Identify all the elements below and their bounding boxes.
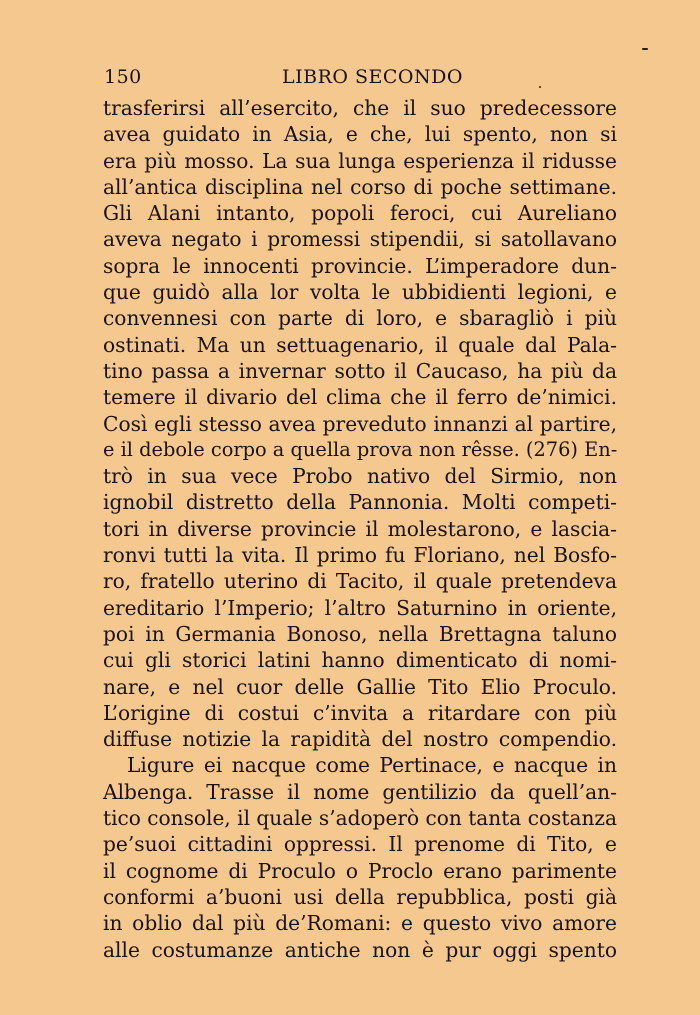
text-line: diffuse notizie la rapidità del nostro compendio.: [103, 727, 617, 752]
text-line: nare, e nel cuor delle Gallie Tito Elio Proculo.: [103, 674, 617, 699]
text-line: avea guidato in Asia, e che, lui spento, non si: [103, 122, 617, 147]
text-line: era più mosso. La sua lunga esperienza il ridusse: [103, 148, 617, 173]
text-line: ronvi tutti la vita. Il primo fu Floriano, nel Bosfo-: [103, 543, 617, 568]
text-line: temere il divario del clima che il ferro de’nimici.: [103, 385, 617, 410]
text-line: tino passa a invernar sotto il Caucaso, ha più da: [103, 358, 617, 383]
body-text: [103, 95, 617, 963]
text-line: Gli Alani intanto, popoli feroci, cui Aureliano: [103, 201, 617, 226]
text-line: poi in Germania Bonoso, nella Brettagna taluno: [103, 621, 617, 646]
text-line: tico console, il quale s’adoperò con tanta costanza: [103, 806, 617, 831]
text-line: aveva negato i promessi stipendii, si satollavano: [103, 227, 617, 252]
text-line: trò in sua vece Probo nativo del Sirmio, non: [103, 464, 617, 489]
ink-speck: [642, 48, 648, 50]
text-line: que guidò alla lor volta le ubbidienti legioni, e: [103, 280, 617, 305]
text-line: convennesi con parte di loro, e sbaragliò i più: [103, 306, 617, 331]
text-line: cui gli storici latini hanno dimenticato di nomi-: [103, 648, 617, 673]
text-line: trasferirsi all’esercito, che il suo predecessore: [103, 96, 617, 120]
text-line: Così egli stesso avea preveduto innanzi al partire,: [103, 411, 617, 436]
text-line: ro, fratello uterino di Tacito, il quale pretendeva: [103, 569, 617, 594]
page-number: 150: [104, 66, 142, 88]
text-line: e il debole corpo a quella prova non rêsse. (276) En-: [103, 437, 618, 461]
text-line: ignobil distretto della Pannonia. Molti competi-: [103, 490, 617, 515]
text-line: Albenga. Trasse il nome gentilizio da quell’an-: [103, 779, 617, 804]
text-line: alle costumanze antiche non è pur oggi spento: [103, 937, 617, 962]
text-line: il cognome di Proculo o Proclo erano parimente: [103, 858, 617, 883]
text-line: ostinati. Ma un settuagenario, il quale dal Pala-: [103, 332, 617, 357]
text-line: ereditario l’Imperio; l’altro Saturnino in oriente,: [103, 595, 617, 620]
page-header: [104, 66, 617, 94]
text-line: L’origine di costui c’invita a ritardare con più: [103, 700, 617, 725]
text-line: in oblio dal più de’Romani: e questo vivo amore: [103, 911, 617, 936]
text-line: pe’suoi cittadini oppressi. Il prenome di Tito, e: [103, 832, 617, 857]
text-line: conformi a’buoni usi della repubblica, posti già: [103, 884, 617, 909]
ink-speck: [539, 86, 541, 88]
text-line: tori in diverse provincie il molestarono, e lascia-: [103, 516, 617, 541]
text-line: sopra le innocenti provincie. L’imperadore dun-: [103, 253, 617, 278]
running-title: LIBRO SECONDO: [282, 66, 463, 88]
text-line: all’antica disciplina nel corso di poche settimane.: [103, 174, 617, 199]
text-line: Ligure ei nacque come Pertinace, e nacque in: [127, 753, 617, 778]
